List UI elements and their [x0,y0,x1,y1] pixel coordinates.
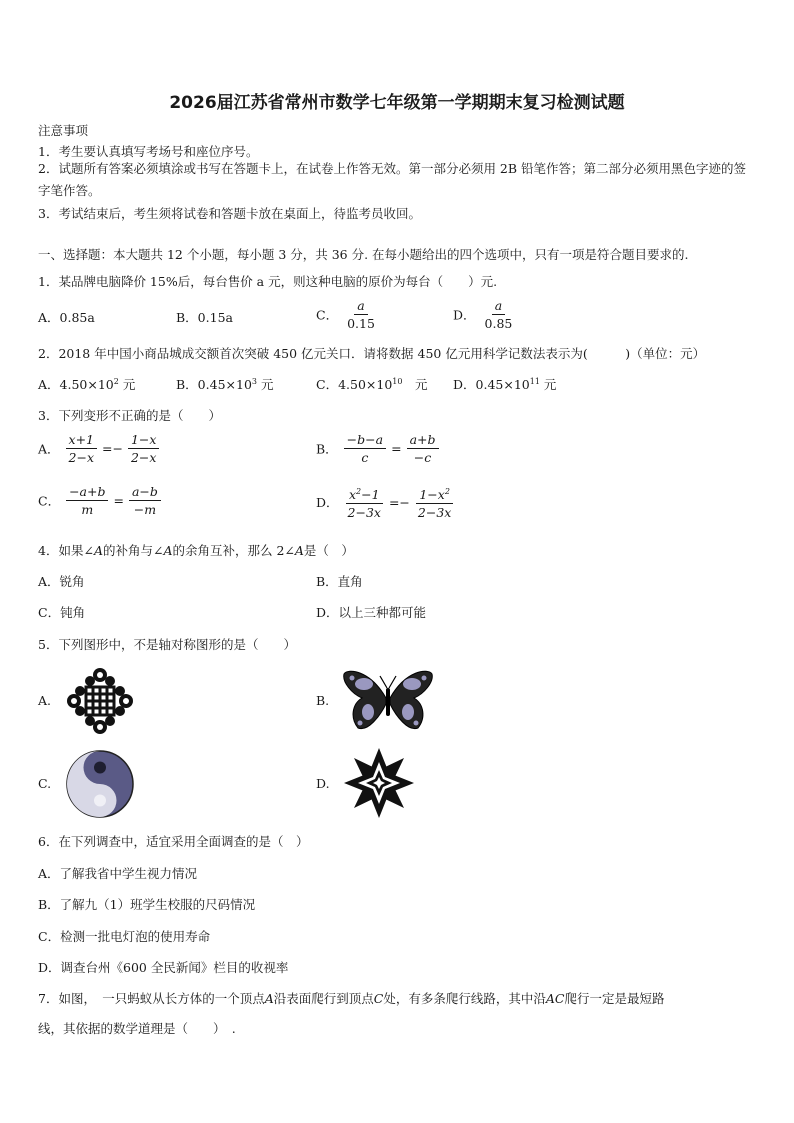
option-text: A．4.50×10 [38,377,114,392]
chinese-knot-icon [64,665,136,737]
unit: 元 [539,377,557,392]
option-label: D． [453,307,476,323]
variable: A [264,991,274,1006]
denominator: 0.15 [347,316,375,331]
stem-text: 的补角与∠ [102,543,164,558]
denominator: −c [413,450,432,465]
exponent: 10 [392,376,403,386]
option-label: D． [316,495,339,511]
numerator: −b−a [344,432,386,449]
operator: =− [102,441,123,456]
operator: =− [388,494,410,510]
numerator: −a+b [66,484,108,501]
term: 1−x [419,487,445,503]
q4-option-c: C．钝角 [38,605,86,620]
q6-option-d: D．调查台州《600 全民新闻》栏目的收视率 [38,960,289,975]
denominator: −m [133,502,157,517]
numerator [416,484,453,504]
term: x [348,487,356,503]
q2-option-b [176,375,273,393]
q4-option-d: D．以上三种都可能 [316,605,427,620]
numerator: a [354,298,367,315]
option-label: B． [316,441,338,457]
unit: 元 [402,377,428,392]
fraction [415,484,454,520]
q2-option-c [316,375,427,393]
q4-option-a: A．锐角 [38,574,85,589]
option-text: C．4.50×10 [316,377,393,392]
q1-option-b: B．0.15a [176,310,233,325]
exponent: 2 [356,487,362,496]
unit: 元 [118,377,136,392]
unit: 元 [257,377,274,392]
q5-option-c: C. [38,776,52,791]
question-7-stem-cont: 线，其依据的数学道理是（ ） . [38,1021,236,1036]
denominator: 2−3x [417,505,452,521]
numerator: 1−x [128,432,159,449]
option-label: C． [316,307,339,323]
stem-text: 沿表面爬行到顶点 [273,991,374,1006]
fraction [407,432,439,465]
stem-text: 4．如果∠ [38,543,94,558]
question-7-stem [38,989,664,1007]
page-title: 2026届江苏省常州市数学七年级第一学期期末复习检测试题 [169,93,625,113]
variable: C [373,991,384,1006]
q5-option-a: A. [38,693,52,708]
q6-option-a: A．了解我省中学生视力情况 [38,866,198,881]
q2-option-d [453,375,556,393]
exponent: 2 [444,487,450,496]
q3-option-a [38,432,161,465]
notice-item: 3．考试结束后，考生须将试卷和答题卡放在桌面上，待监考员收回。 [38,206,421,221]
stem-text: 处，有多条爬行线路，其中沿 [383,991,546,1006]
denominator: m [81,502,94,517]
q3-option-b [316,432,441,465]
question-3-stem: 3．下列变形不正确的是（ ） [38,408,221,423]
question-6-stem: 6．在下列调查中，适宜采用全面调查的是（ ） [38,834,309,849]
question-1-stem: 1．某品牌电脑降价 15%后，每台售价 a 元，则这种电脑的原价为每台（ ）元. [38,274,498,289]
stem-text: 7．如图， 一只蚂蚁从长方体的一个顶点 [38,991,265,1006]
numerator: x+1 [66,432,97,449]
variable: A [93,543,103,558]
exponent: 3 [251,376,257,386]
exponent: 2 [113,376,119,386]
fraction [345,484,384,520]
option-text: D．0.45×10 [453,377,530,392]
q4-option-b: B．直角 [316,574,363,589]
stem-text: 的余角互补，那么 2∠ [172,543,295,558]
denominator: c [361,450,369,465]
denominator: 2−3x [347,505,381,521]
q6-option-b: B．了解九（1）班学生校服的尺码情况 [38,897,256,912]
variable: AC [545,991,565,1006]
question-5-stem: 5．下列图形中，不是轴对称图形的是（ ） [38,637,296,652]
variable: A [294,543,304,558]
operator: = [391,441,402,456]
notice-item: 1．考生要认真填写考场号和座位序号。 [38,144,259,159]
option-label: A． [38,441,60,457]
fraction [66,484,108,517]
fraction [344,432,386,465]
fraction [129,484,161,517]
notice-heading: 注意事项 [38,123,89,138]
term: −1 [361,487,380,503]
q1-option-d [453,298,517,331]
fraction [344,298,378,331]
notice-item: 2．试题所有答案必须填涂或书写在答题卡上，在试卷上作答无效。第一部分必须用 2B 铅笔作答；第二部分必须用黑色字迹的签字笔作答。 [38,161,747,198]
yin-yang-icon [64,748,136,820]
q2-option-a [38,375,135,393]
q6-option-c: C．检测一批电灯泡的使用寿命 [38,929,211,944]
section-heading: 一、选择题：本大题共 12 个小题，每小题 3 分，共 36 分. 在每小题给出的四个选项中，只有一项是符合题目要求的. [38,247,689,262]
exponent: 11 [529,376,540,386]
q5-option-b: B. [316,693,330,708]
butterfly-icon [340,668,436,734]
question-2-stem: 2．2018 年中国小商品城成交额首次突破 450 亿元关口．请将数据 450 亿元用科学记数法表示为( )（单位：元） [38,346,706,361]
variable: A [163,543,173,558]
stem-text: 爬行一定是最短路 [564,991,665,1006]
stem-text: 是（ ） [303,543,354,558]
q3-option-c [38,484,163,517]
fraction [482,298,516,331]
option-label: C． [38,493,61,509]
numerator: a−b [129,484,161,501]
denominator: 0.85 [484,316,513,331]
q5-option-d: D. [316,776,330,791]
denominator: 2−x [68,450,94,465]
operator: = [113,493,124,508]
q3-option-d [316,484,456,520]
denominator: 2−x [130,450,157,465]
numerator: a [492,298,505,315]
star-icon [342,746,416,820]
q1-option-c [316,298,380,331]
question-4-stem [38,541,354,559]
q1-option-a: A．0.85a [38,310,95,325]
numerator [346,484,383,504]
fraction [66,432,97,465]
fraction [128,432,159,465]
numerator: a+b [407,432,439,449]
option-text: B．0.45×10 [176,377,252,392]
